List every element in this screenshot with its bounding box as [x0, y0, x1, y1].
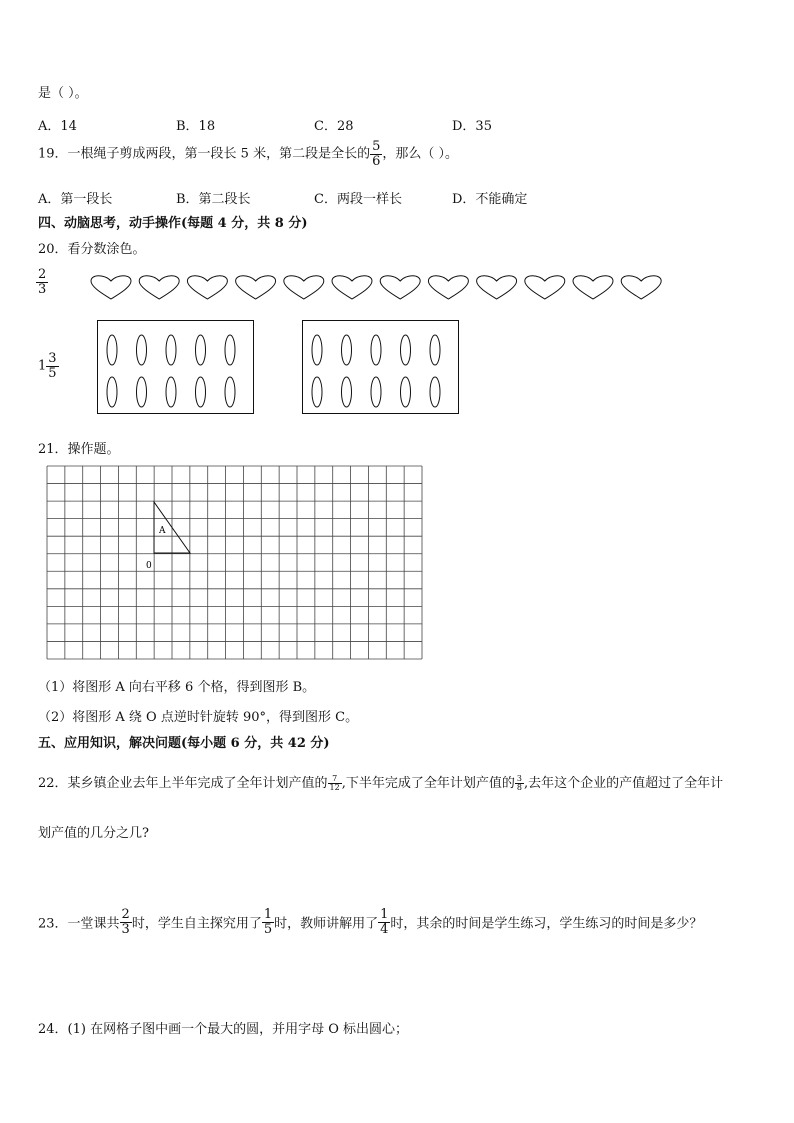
- q20-frac2-denominator: 5: [48, 365, 57, 381]
- q23-frac3-numerator: 1: [380, 907, 389, 922]
- q19-option-a: A．第一段长: [38, 192, 113, 207]
- q19-frac-denominator: 6: [372, 153, 381, 169]
- q20-frac1-numerator: 2: [38, 267, 47, 282]
- q22-frac1-denominator: 12: [329, 783, 340, 792]
- q22-text-2: ,下半年完成了全年计划产值的: [341, 776, 515, 791]
- q23-text-3: 时，教师讲解用了: [274, 916, 379, 932]
- q19-option-d: D．不能确定: [452, 192, 528, 207]
- q18-stem-tail: 是（ ）。: [38, 86, 88, 101]
- q19-stem: 19．一根绳子剪成两段，第一段长 5 米，第二段是全长的: [38, 146, 371, 162]
- q19-option-b: B．第二段长: [176, 192, 251, 207]
- q18-option-d: D．35: [452, 119, 492, 134]
- q20-whole-part: 1: [38, 358, 47, 374]
- q22-text-1: 22．某乡镇企业去年上半年完成了全年计划产值的: [38, 776, 328, 791]
- q19-option-c: C．两段一样长: [314, 192, 402, 207]
- label-a: A: [159, 526, 166, 536]
- q18-option-a: A．14: [38, 119, 77, 134]
- q23-frac2-numerator: 1: [263, 907, 273, 922]
- question-22: [38, 772, 723, 792]
- q19-frac-numerator: 5: [372, 139, 381, 154]
- section-4-heading: 四、动脑思考，动手操作(每题 4 分，共 8 分): [38, 216, 308, 231]
- section-5-heading: 五、应用知识，解决问题(每小题 6 分，共 42 分): [38, 736, 330, 751]
- q23-frac2-denominator: 5: [263, 921, 273, 937]
- question-21: 21．操作题。: [38, 442, 120, 457]
- question-20: 20．看分数涂色。: [38, 242, 146, 257]
- question-23: [38, 908, 702, 936]
- q23-frac1-numerator: 2: [121, 907, 130, 922]
- question-24: 24．(1) 在网格子图中画一个最大的圆，并用字母 O 标出圆心；: [38, 1022, 409, 1037]
- q23-text-2: 时，学生自主探究用了: [131, 916, 262, 932]
- q22-line-2: 划产值的几分之几?: [38, 826, 149, 841]
- q21-sub-2: （2）将图形 A 绕 O 点逆时针旋转 90°，得到图形 C。: [38, 710, 359, 725]
- q18-option-b: B．18: [176, 119, 216, 134]
- q22-text-3: ,去年这个企业的产值超过了全年计: [523, 776, 724, 791]
- q23-text-4: 时，其余的时间是学生练习，学生练习的时间是多少？: [390, 916, 703, 932]
- q21-sub-1: （1）将图形 A 向右平移 6 个格，得到图形 B。: [38, 680, 316, 695]
- q19-stem-end: ，那么（ ）。: [382, 146, 458, 162]
- q22-frac1-numerator: 7: [328, 775, 342, 784]
- q20-frac1-denominator: 3: [38, 281, 47, 297]
- label-o: 0: [146, 561, 152, 571]
- q23-frac1-denominator: 3: [121, 921, 130, 937]
- q22-frac2-denominator: 8: [516, 783, 522, 792]
- q20-frac2-numerator: 3: [48, 351, 57, 366]
- q22-frac2-numerator: 3: [516, 773, 522, 783]
- q23-text-1: 23．一堂课共: [38, 916, 120, 932]
- q23-frac3-denominator: 4: [380, 921, 389, 937]
- q18-option-c: C．28: [314, 119, 354, 134]
